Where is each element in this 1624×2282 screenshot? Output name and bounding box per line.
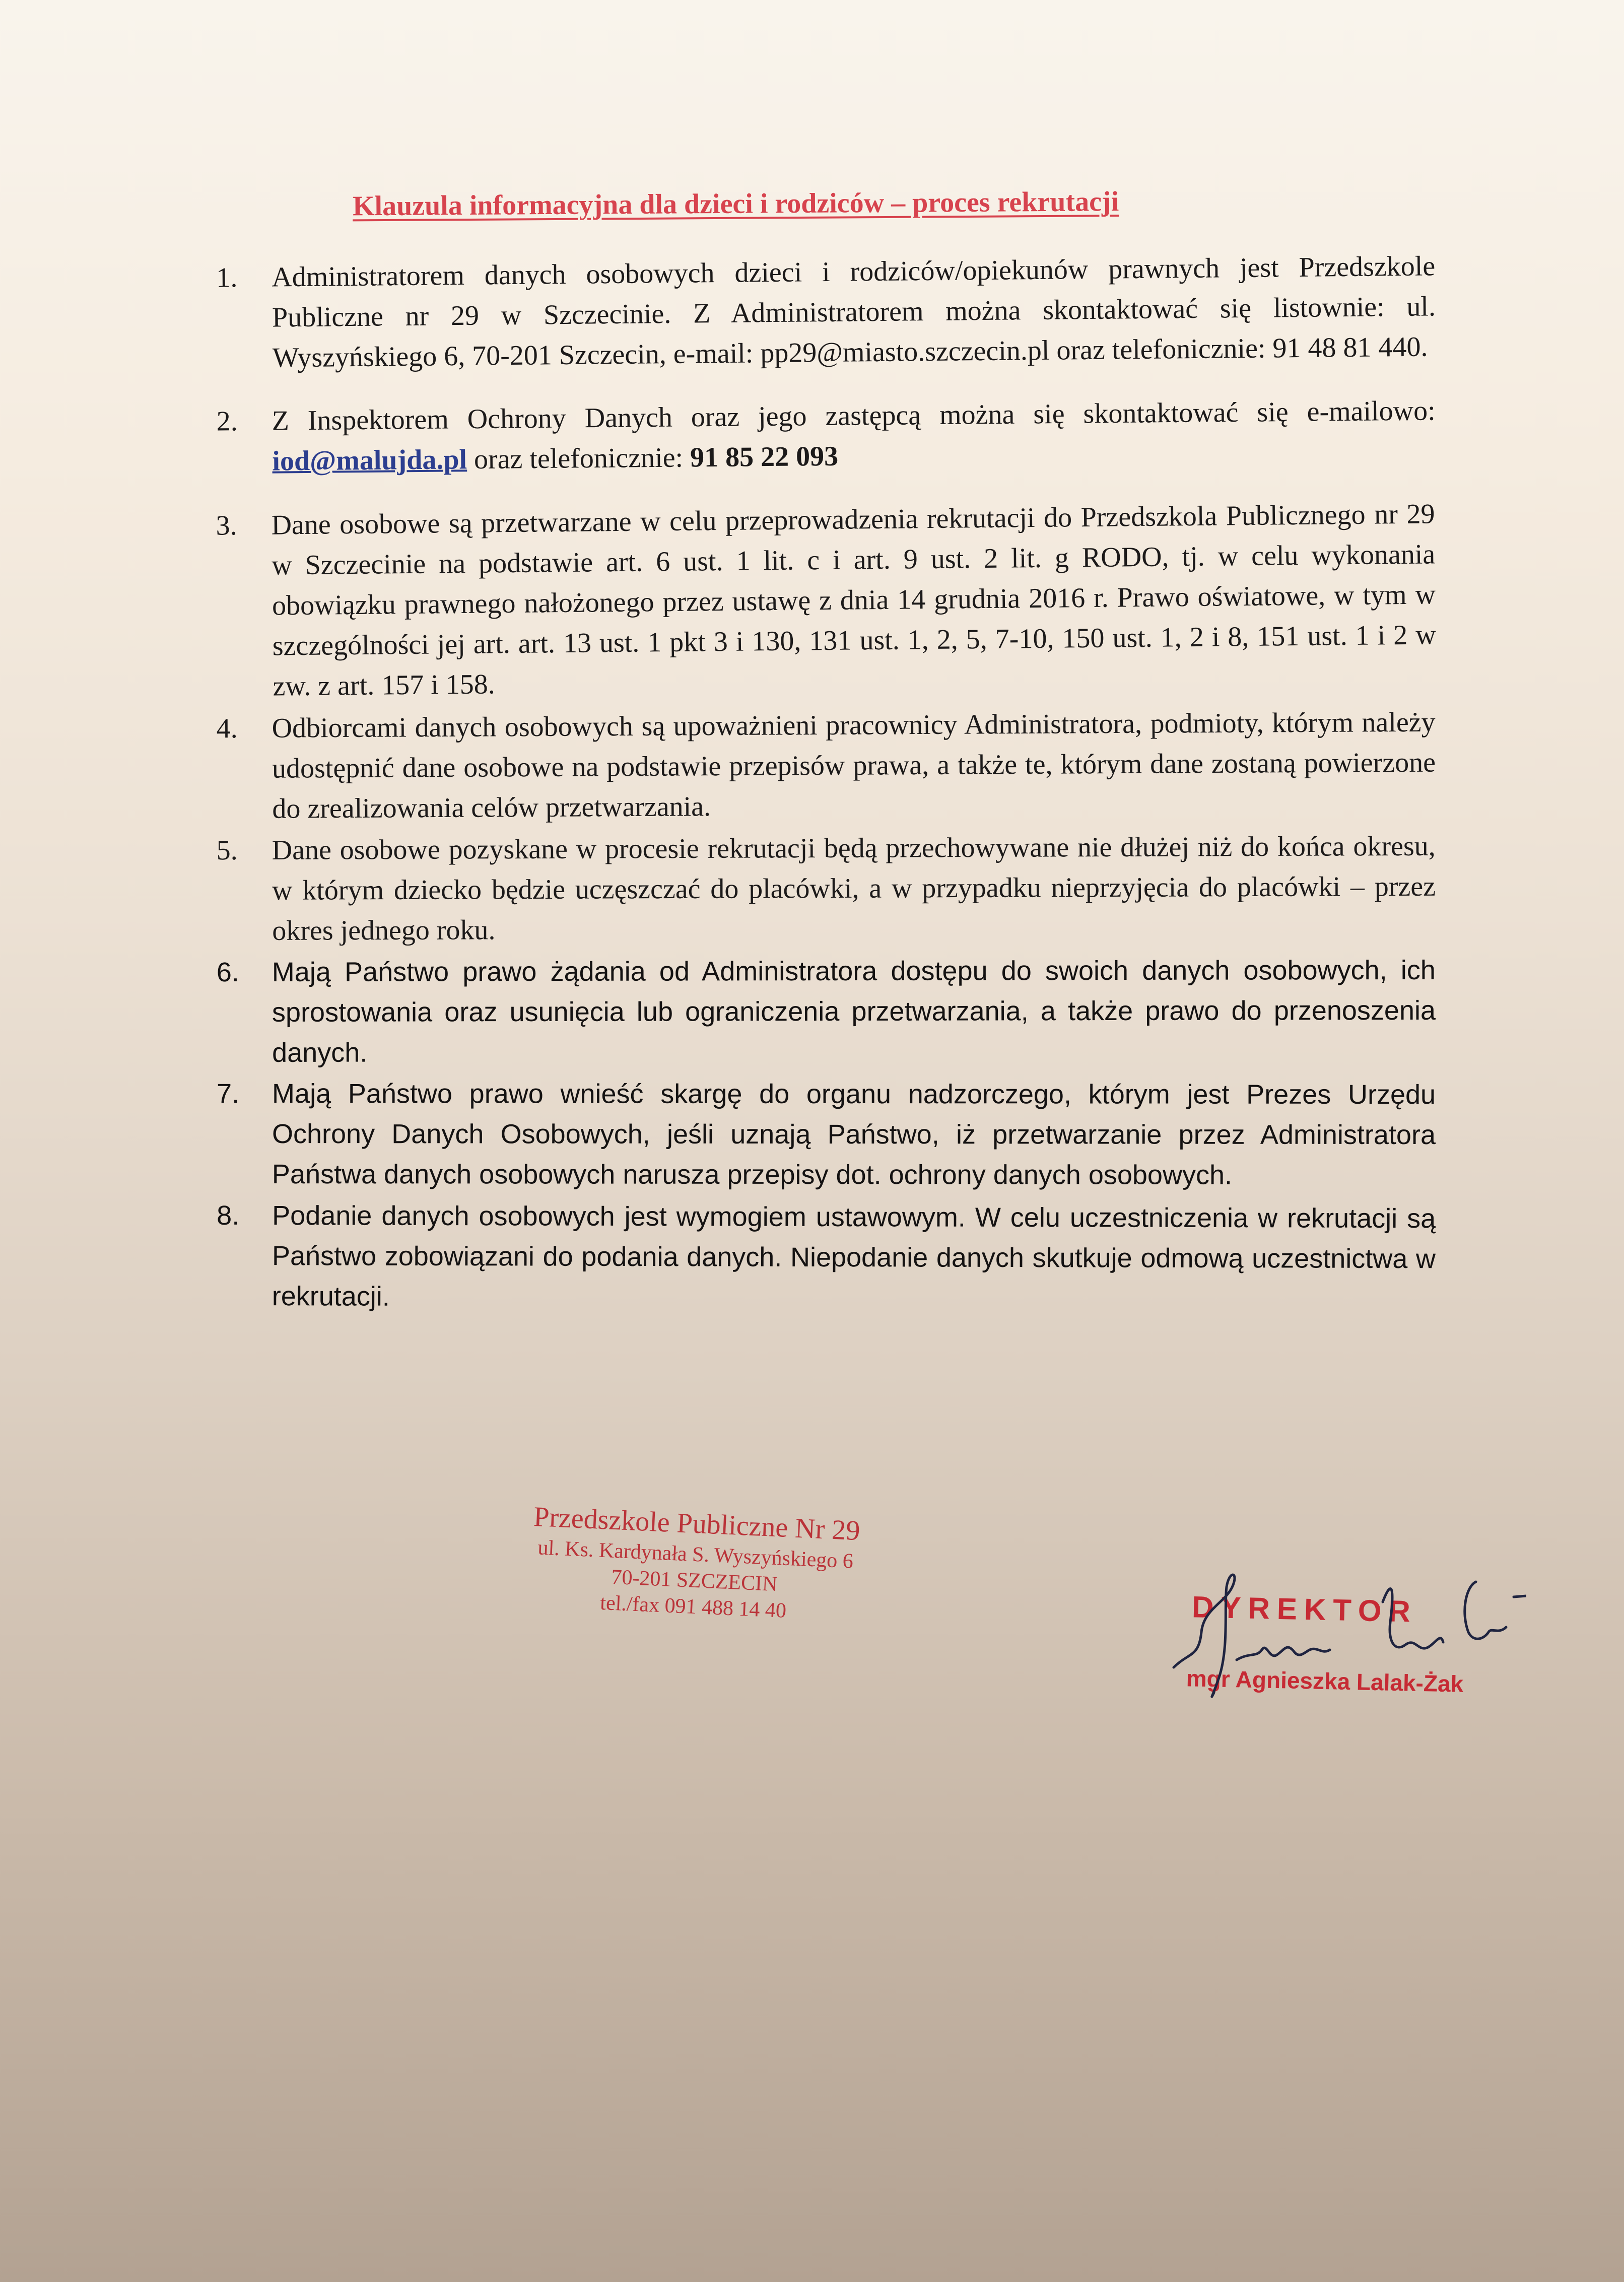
item-text: Odbiorcami danych osobowych są upoważnieni pracownicy Administratora, podmioty, którym należy udostępnić dane osobowe na podstawie przepisów prawa, a także te, którym dane zostaną powierzone do zrealizowania celów przetwarzania.: [272, 706, 1436, 825]
iod-email-link[interactable]: iod@malujda.pl: [272, 444, 467, 477]
list-item: [216, 494, 1437, 707]
item-number: 6.: [216, 957, 239, 988]
item-number: 5.: [216, 835, 238, 866]
handwritten-signature: [1154, 1552, 1526, 1713]
item-number: 1.: [216, 262, 238, 294]
list-item: [216, 390, 1436, 482]
item-number: 7.: [217, 1078, 240, 1109]
stamp-line-city: 70-201 SZCZECIN: [611, 1565, 778, 1596]
list-item: [217, 826, 1436, 951]
item-number: 2.: [216, 406, 238, 437]
item-text: oraz telefonicznie:: [466, 442, 691, 476]
list-item: [217, 950, 1436, 1073]
item-text: Podanie danych osobowych jest wymogiem ustawowym. W celu uczestniczenia w rekrutacji są Państwo zobowiązani do podania danych. Niepodanie danych skutkuje odmową uczestnictwa w rekrutacji.: [272, 1200, 1436, 1312]
stamp-line-address: ul. Ks. Kardynała S. Wyszyńskiego 6: [537, 1536, 854, 1573]
item-text: Administratorem danych osobowych dzieci i rodziców/opiekunów prawnych jest Przedszkole Publiczne nr 29 w Szczecinie. Z Administratorem można skontaktować się listownie: ul. Wyszyńskiego 6, 70-201 Szczecin, e-mail: pp29@miasto.szczecin.pl oraz telefonicznie: 91 48 81 440.: [271, 250, 1436, 374]
stamp-line-name: Przedszkole Publiczne Nr 29: [533, 1501, 861, 1547]
item-text: Mają Państwo prawo żądania od Administratora dostępu do swoich danych osobowych, ich sprostowania oraz usunięcia lub ograniczenia przetwarzania, a także prawo do przenoszenia danych.: [272, 955, 1436, 1068]
item-text: Mają Państwo prawo wnieść skargę do organu nadzorczego, którym jest Prezes Urzędu Ochrony Danych Osobowych, jeśli uznają Państwo, iż przetwarzanie przez Administratora Państwa danych osobowych narusza przepisy dot. ochrony danych osobowych.: [272, 1079, 1436, 1190]
item-number: 3.: [216, 510, 237, 542]
director-title: DYREKTOR: [1191, 1590, 1418, 1629]
document-title: Klauzula informacyjna dla dzieci i rodziców – proces rekrutacji: [352, 186, 1119, 222]
institution-stamp: [491, 1498, 899, 1629]
clause-list: [217, 252, 1436, 1318]
list-item: [216, 702, 1436, 830]
item-number: 4.: [216, 713, 238, 745]
director-name: mgr Agnieszka Lalak-Żak: [1186, 1665, 1464, 1697]
item-number: 8.: [217, 1200, 240, 1231]
item-text: Dane osobowe są przetwarzane w celu przeprowadzenia rekrutacji do Przedszkola Publicznego nr 29 w Szczecinie na podstawie art. 6 ust. 1 lit. c i art. 9 ust. 2 lit. g RODO, tj. w celu wykonania obowiązku prawnego nałożonego przez ustawę z dnia 14 grudnia 2016 r. Prawo oświatowe, w tym w szczególności jej art. art. 13 ust. 1 pkt 3 i 130, 131 ust. 1, 2, 5, 7-10, 150 ust. 1, 2 i 8, 151 ust. 1 i 2 w zw. z art. 157 i 158.: [271, 498, 1437, 702]
list-item: [217, 1073, 1436, 1195]
iod-phone: 91 85 22 093: [690, 440, 839, 474]
stamp-line-phone: tel./fax 091 488 14 40: [599, 1591, 787, 1623]
item-text: Dane osobowe pozyskane w procesie rekrutacji będą przechowywane nie dłużej niż do końca okresu, w którym dziecko będzie uczęszczać do placówki, a w przypadku nieprzyjęcia do placówki – przez okres jednego roku.: [272, 830, 1436, 947]
list-item: [217, 1195, 1436, 1319]
list-item: [216, 246, 1436, 378]
item-text: Z Inspektorem Ochrony Danych oraz jego zastępcą można się skontaktować się e-mailowo:: [272, 395, 1436, 437]
